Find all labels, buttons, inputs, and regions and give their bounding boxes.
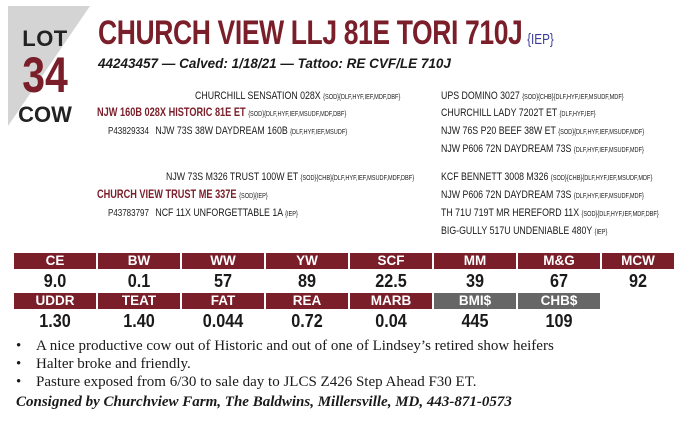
epd-header: SCF <box>350 253 432 269</box>
pedigree-sire-dam <box>108 124 347 140</box>
pedigree-suffix: {DLF,HYF,IEF,MSUDF,MDF} <box>573 193 644 200</box>
pedigree-suffix: {IEP} <box>594 229 608 236</box>
epd-value: 89 <box>297 271 317 291</box>
epd-value-row-1 <box>14 270 674 292</box>
lot-kind: COW <box>18 102 72 127</box>
epd-header: TEAT <box>98 293 180 309</box>
pedigree-suffix: {IEP} <box>285 211 298 218</box>
pedigree-suffix: {DLF,HYF,IEF} <box>559 111 596 118</box>
animal-name-text: CHURCH VIEW LLJ 81E TORI 710J <box>98 14 523 52</box>
note-item <box>16 337 554 355</box>
animal-name <box>98 14 554 59</box>
epd-value-row-2 <box>14 310 674 332</box>
pedigree-sdd <box>441 142 644 158</box>
epd-header: UDDR <box>14 293 96 309</box>
epd-value: 92 <box>628 271 648 291</box>
epd-header: M&G <box>518 253 600 269</box>
epd-value: 109 <box>545 311 573 331</box>
note-item <box>16 355 554 373</box>
note-text: A nice productive cow out of Historic and out of one of Lindsey’s retired show heifers <box>36 338 554 354</box>
epd-value: 0.72 <box>291 311 323 331</box>
pedigree-dsd <box>441 188 644 204</box>
lot-number: 34 <box>22 47 68 103</box>
pedigree-ssd <box>441 106 596 122</box>
epd-value: 57 <box>213 271 233 291</box>
epd-value: 9.0 <box>43 271 67 291</box>
epd-value: 67 <box>549 271 569 291</box>
epd-header-row-2 <box>14 293 674 309</box>
epd-header: MARB <box>350 293 432 309</box>
pedigree-sds <box>441 124 644 140</box>
pedigree-suffix: {SOD}{CHB}{DLF,HYF,IEF,MSUDF,MDF} <box>522 94 624 101</box>
pedigree-name: TH 71U 719T MR HEREFORD 11X <box>441 207 580 219</box>
pedigree-dam-dam <box>108 206 298 222</box>
lot-badge <box>8 6 90 126</box>
pedigree-name: BIG-GULLY 517U UNDENIABLE 480Y <box>441 225 593 237</box>
pedigree-suffix: {SOD}{CHB}{DLF,HYF,IEF,MSUDF,MDF} <box>550 175 653 182</box>
epd-value: 445 <box>461 311 489 331</box>
pedigree-suffix: {SOD}{DLF,HYF,IEF,MSUDF,MDF,DBF} <box>248 111 347 118</box>
pedigree-dam-sire <box>166 170 414 186</box>
pedigree-reg: P43829334 <box>108 126 149 137</box>
pedigree-dss <box>441 170 652 186</box>
pedigree-reg: P43783797 <box>108 208 149 219</box>
bullet-icon: • <box>16 338 22 354</box>
animal-name-tag: {IEP} <box>527 31 554 48</box>
epd-value: 39 <box>465 271 485 291</box>
epd-value: 0.04 <box>375 311 407 331</box>
pedigree-sire-sire <box>195 89 400 105</box>
pedigree-suffix: {DLF,HYF,IEF,MSUDF,MDF} <box>573 147 644 154</box>
pedigree-sire <box>97 106 346 122</box>
epd-header: YW <box>266 253 348 269</box>
pedigree-name: NCF 11X UNFORGETTABLE 1A <box>155 207 283 219</box>
pedigree-suffix: {SOD}{IEP} <box>239 193 268 200</box>
pedigree-name: NJW 76S P20 BEEF 38W ET <box>441 125 556 137</box>
epd-header: WW <box>182 253 264 269</box>
bullet-icon: • <box>16 374 22 390</box>
note-item <box>16 373 554 391</box>
epd-value: 1.40 <box>123 311 155 331</box>
epd-header: REA <box>266 293 348 309</box>
pedigree-name: UPS DOMINO 3027 <box>441 90 520 102</box>
lot-label: LOT <box>22 26 68 51</box>
pedigree-suffix: {DLF,HYF,IEF,MSUDF} <box>290 129 348 136</box>
pedigree-suffix: {SOD}{CHB}{DLF,HYF,IEF,MSUDF,MDF,DBF} <box>300 175 415 182</box>
pedigree-suffix: {SOD}{DLF,HYF,IEF,MDF,DBF} <box>323 94 401 101</box>
epd-value: 0.1 <box>127 271 151 291</box>
epd-header: BW <box>98 253 180 269</box>
pedigree-name: NJW P606 72N DAYDREAM 73S <box>441 143 572 155</box>
note-text: Pasture exposed from 6/30 to sale day to JLCS Z426 Step Ahead F30 ET. <box>36 374 477 390</box>
pedigree-name: CHURCHILL LADY 7202T ET <box>441 107 558 119</box>
epd-header: BMI$ <box>434 293 516 309</box>
epd-value: 1.30 <box>39 311 71 331</box>
pedigree-name: KCF BENNETT 3008 M326 <box>441 171 549 183</box>
epd-header-row-1 <box>14 253 674 269</box>
epd-value: 0.044 <box>202 311 244 331</box>
pedigree-name: NJW P606 72N DAYDREAM 73S <box>441 189 572 201</box>
bullet-icon: • <box>16 356 22 372</box>
epd-header: CHB$ <box>518 293 600 309</box>
consignor-line: Consigned by Churchview Farm, The Baldwins, Millersville, MD, 443-871-0573 <box>16 394 512 410</box>
pedigree-suffix: {SOD}{DLF,HYF,IEF,MDF,DBF} <box>581 211 659 218</box>
pedigree-suffix: {SOD}{DLF,HYF,IEF,MSUDF,MDF} <box>558 129 645 136</box>
epd-header: CE <box>14 253 96 269</box>
epd-header: MCW <box>602 253 674 269</box>
registration-line: 44243457 — Calved: 1/18/21 — Tattoo: RE CVF/LE 710J <box>98 56 451 71</box>
pedigree-ddd <box>441 224 607 240</box>
pedigree-name: NJW 160B 028X HISTORIC 81E ET <box>97 107 246 119</box>
pedigree-name: NJW 73S 38W DAYDREAM 160B <box>155 125 288 137</box>
epd-header: MM <box>434 253 516 269</box>
pedigree-dds <box>441 206 659 222</box>
notes-list <box>16 337 554 391</box>
epd-header: FAT <box>182 293 264 309</box>
pedigree-dam <box>97 188 268 204</box>
note-text: Halter broke and friendly. <box>36 356 191 372</box>
pedigree-name: NJW 73S M326 TRUST 100W ET <box>166 171 299 183</box>
pedigree-name: CHURCHILL SENSATION 028X <box>195 90 321 102</box>
pedigree-name: CHURCH VIEW TRUST ME 337E <box>97 189 237 201</box>
epd-value: 22.5 <box>375 271 407 291</box>
pedigree-sss <box>441 89 624 105</box>
